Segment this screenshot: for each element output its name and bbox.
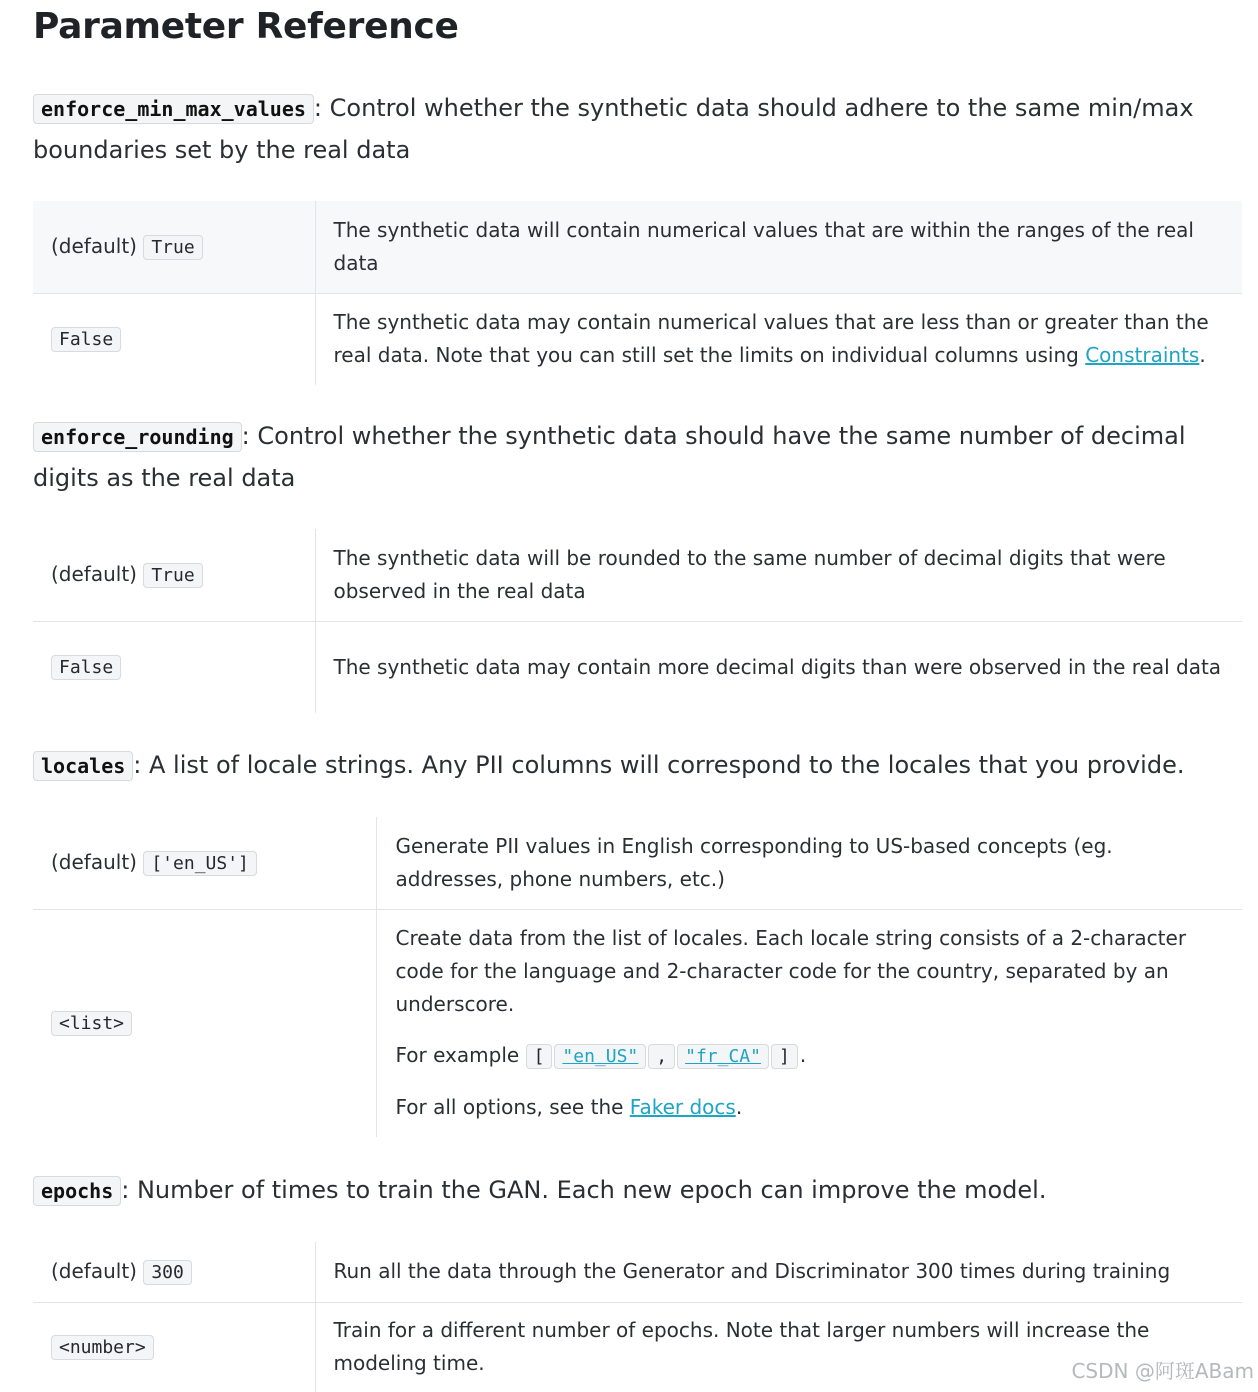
option-key-cell: [33, 201, 315, 293]
option-value: ['en_US']: [143, 851, 257, 876]
table-row: [33, 909, 1242, 1137]
default-label: (default): [51, 561, 137, 586]
bracket-open: [: [526, 1044, 553, 1069]
table-row: [33, 201, 1242, 293]
options-table-epochs: [33, 1242, 1242, 1392]
bracket-close: ]: [771, 1044, 798, 1069]
param-locales: [33, 745, 1242, 787]
option-key-cell: [33, 293, 315, 385]
param-description: : A list of locale strings. Any PII columns will correspond to the locales that you provide.: [133, 751, 1185, 779]
param-description: : Control whether the synthetic data should adhere to the same min/max boundaries set by the real data: [33, 94, 1194, 164]
option-value: <number>: [51, 1335, 154, 1360]
option-desc-cell: Train for a different number of epochs. Note that larger numbers will increase the modeling time.: [315, 1302, 1242, 1392]
options-end: .: [735, 1095, 743, 1120]
option-desc-cell: Run all the data through the Generator and Discriminator 300 times during training: [333, 1259, 1171, 1284]
default-label: (default): [51, 849, 137, 874]
option-key-cell: [33, 1242, 315, 1302]
option-value: True: [143, 563, 202, 588]
param-description: : Number of times to train the GAN. Each new epoch can improve the model.: [121, 1176, 1047, 1204]
option-key-cell: [33, 817, 376, 909]
watermark: CSDN @阿斑ABam: [1071, 1359, 1254, 1383]
option-key-cell: [33, 529, 315, 621]
option-value: 300: [143, 1260, 192, 1285]
table-row: [33, 621, 1242, 713]
locale-string-fr-ca[interactable]: "fr_CA": [677, 1044, 769, 1069]
faker-docs-link[interactable]: Faker docs: [629, 1095, 736, 1120]
option-value: <list>: [51, 1011, 132, 1036]
desc-text: The synthetic data may contain numerical values that are less than or greater than the real data. Note that you can still set the limits on individual columns using: [333, 310, 1209, 368]
option-value: True: [143, 235, 202, 260]
example-end: .: [799, 1043, 807, 1068]
options-table-enforce-min-max-values: [33, 201, 1242, 385]
option-desc-cell: Generate PII values in English corresponding to US-based concepts (eg. addresses, phone numbers, etc.): [395, 833, 1113, 891]
options-text: For all options, see the: [395, 1095, 630, 1120]
table-row: [33, 293, 1242, 385]
param-description: : Control whether the synthetic data should have the same number of decimal digits as the real data: [33, 422, 1186, 492]
options-table-locales: [33, 817, 1242, 1137]
option-desc-cell: [315, 293, 1242, 385]
param-name: enforce_rounding: [33, 422, 242, 452]
option-desc-cell: [376, 909, 1242, 1137]
option-key-cell: [33, 909, 376, 1137]
example-label: For example: [395, 1043, 520, 1068]
comma: ,: [648, 1044, 675, 1069]
default-label: (default): [51, 233, 137, 258]
default-label: (default): [51, 1258, 137, 1283]
constraints-link[interactable]: Constraints: [1085, 343, 1200, 368]
option-value: False: [51, 655, 121, 680]
table-row: [33, 1302, 1242, 1392]
param-name: enforce_min_max_values: [33, 94, 314, 124]
table-row: [33, 529, 1242, 621]
option-key-cell: [33, 1302, 315, 1392]
locale-string-en-us[interactable]: "en_US": [554, 1044, 646, 1069]
example-line: [396, 1039, 1225, 1073]
param-enforce-rounding: [33, 416, 1242, 499]
option-value: False: [51, 327, 121, 352]
desc-end: .: [1199, 343, 1206, 368]
desc-paragraph: Create data from the list of locales. Each locale string consists of a 2-character code for the language and 2-character code for the country, separated by an underscore.: [395, 926, 1187, 1017]
options-table-enforce-rounding: [33, 529, 1242, 713]
page-title: Parameter Reference: [33, 6, 459, 47]
param-name: locales: [33, 751, 133, 781]
option-desc-cell: The synthetic data will be rounded to the same number of decimal digits that were observed in the real data: [333, 545, 1166, 603]
option-key-cell: [33, 621, 315, 713]
option-desc-cell: The synthetic data may contain more decimal digits than were observed in the real data: [315, 621, 1242, 713]
param-enforce-min-max-values: [33, 88, 1242, 171]
option-desc-cell: The synthetic data will contain numerical values that are within the ranges of the real data: [315, 201, 1242, 293]
options-line: [396, 1091, 1225, 1124]
table-row: [33, 1242, 1242, 1302]
table-row: [33, 817, 1242, 909]
param-name: epochs: [33, 1176, 121, 1206]
param-epochs: [33, 1170, 1242, 1212]
